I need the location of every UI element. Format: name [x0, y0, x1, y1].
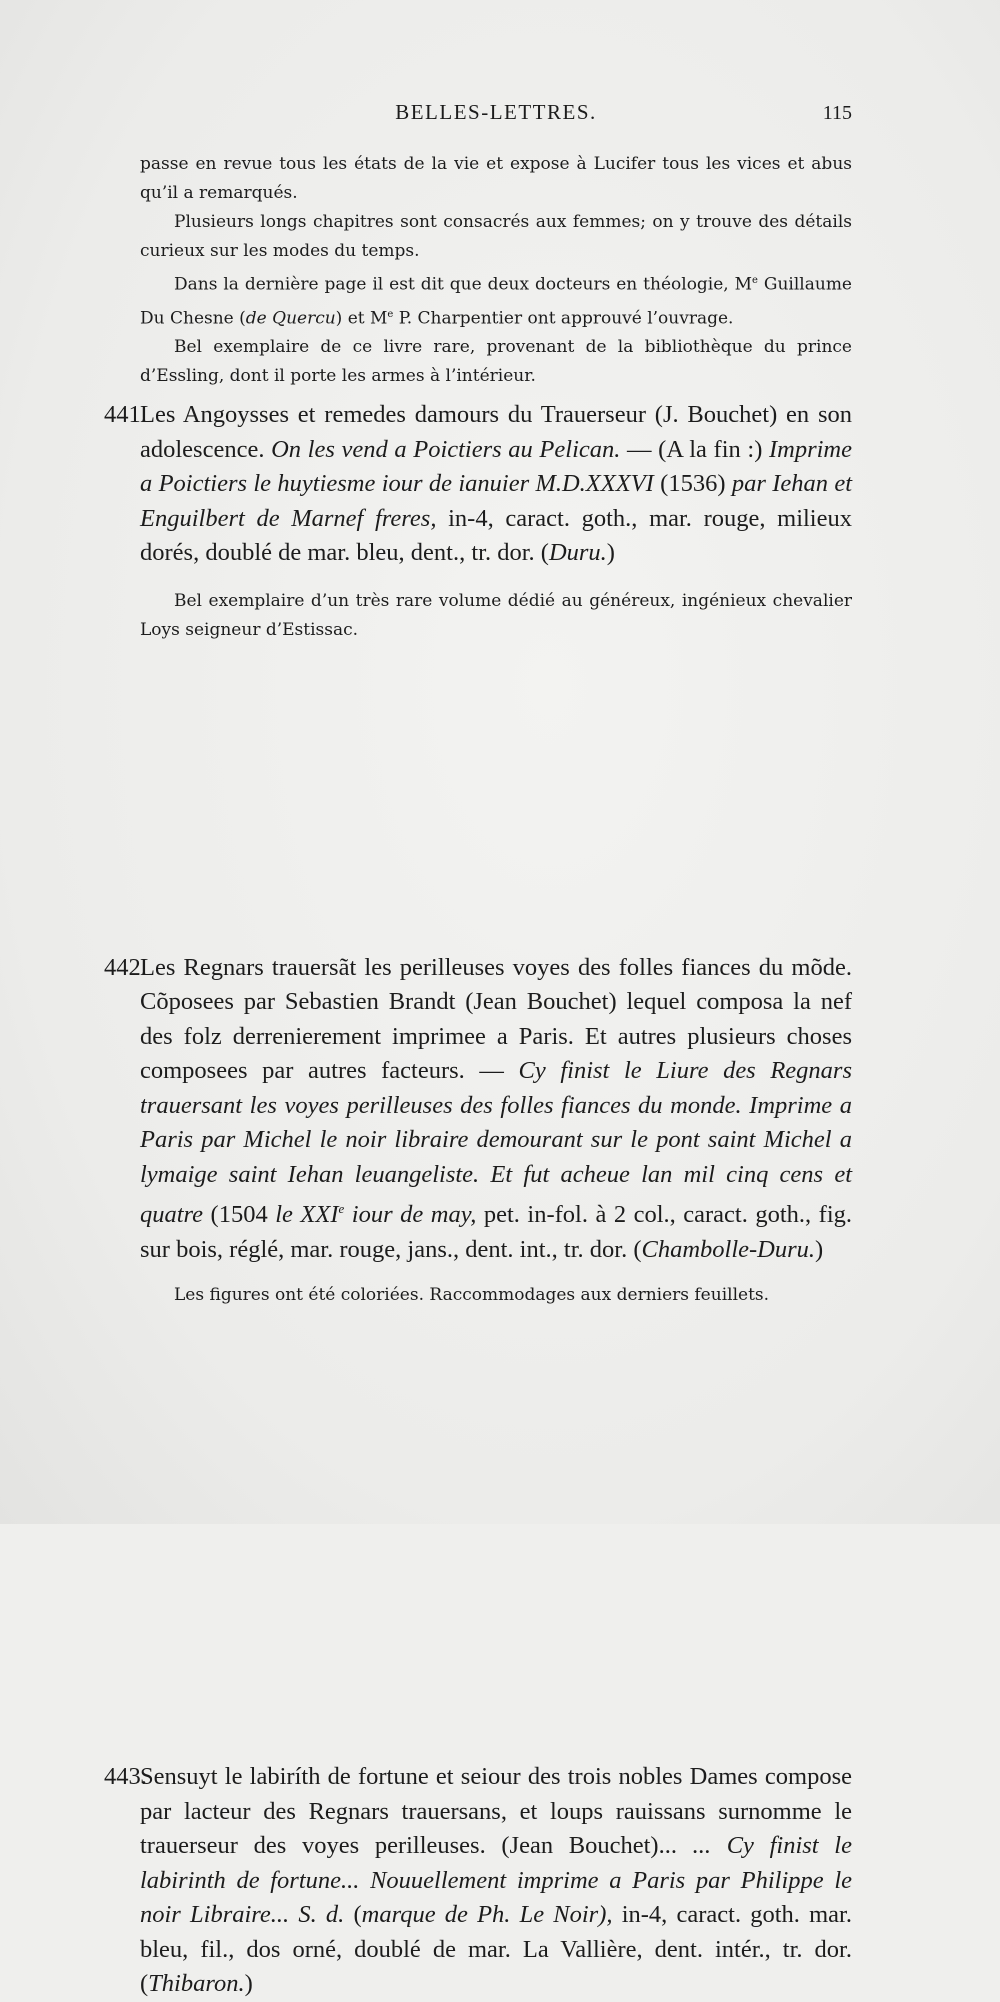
superscript: e — [338, 1201, 345, 1216]
entry-text: Les Regnars trauersãt les perilleuses voyes des folles fiances du mõde. Cõposees par Sebastien Brandt (Jean Bouchet) lequel composa la nef des folz derrenierement imprimee a Paris. Et autres plusieurs choses composees par autres facteurs. — Cy finist le Liure des Regnars trauersant les voyes perilleuses des folles fiances du monde. Imprime a Paris par Michel le noir libraire demourant sur le pont saint Michel a lymaige saint Iehan leuangeliste. Et fut acheue lan mil cinq cens et quatre (1504 le XXIe iour de may, pet. in-fol. à 2 col., caract. goth., fig. sur bois, réglé, mar. rouge, jans., dent. int., tr. dor. (Chambolle-Duru.) — [140, 953, 853, 1263]
entry-number: 443. — [104, 1763, 147, 1791]
entry-text: Les Angoysses et remedes damours du Trauerseur (J. Bouchet) en son adolescence. On les vend a Poictiers au Pelican. — (A la fin :) Imprime a Poictiers le huytiesme iour de ianuier M.D.XXXVI (1536) par Iehan et Enguilbert de Marnef freres, in-4, caract. goth., mar. rouge, milieux dorés, doublé de mar. bleu, dent., tr. dor. (Duru.) — [140, 401, 853, 566]
catalog-entry-441 — [104, 398, 853, 645]
intro-paragraph-3: Dans la dernière page il est dit que deux docteurs en théologie, Me Guillaume Du Chesne (de Quercu) et Me P. Charpentier ont approuvé l’ouvrage. — [140, 274, 852, 329]
catalog-entry-443 — [104, 1760, 852, 2002]
intro-paragraph-4: Bel exemplaire de ce livre rare, provenant de la bibliothèque du prince d’Essling, dont il porte les armes à l’intérieur. — [140, 337, 852, 387]
superscript: e — [752, 275, 758, 286]
entry-number: 441. — [104, 401, 147, 428]
page-header — [140, 100, 852, 130]
intro-section — [140, 150, 852, 391]
entry-text: Sensuyt le labiríth de fortune et seiour des trois nobles Dames compose par lacteur des Regnars trauersans, et loups rauissans surnomme le trauerseur des voyes perilleuses. (Jean Bouchet)... ... Cy finist le labirinth de fortune... Nouuellement imprime a Paris par Philippe le noir Libraire... S. d. (marque de Ph. Le Noir), in-4, caract. goth. mar. bleu, fil., dos orné, doublé de mar. La Vallière, dent. intér., tr. dor. (Thibaron.) — [140, 1763, 852, 1998]
entry-note: Les figures ont été coloriées. Raccommodages aux derniers feuillets. — [174, 1285, 770, 1306]
superscript: e — [387, 308, 394, 320]
page-number: 115 — [822, 102, 852, 124]
entry-note: Bel exemplaire d’un très rare volume dédié au généreux, ingénieux chevalier Loys seigneur d’Estissac. — [140, 590, 852, 640]
entry-number: 442. — [104, 953, 147, 981]
running-title: BELLES-LETTRES. — [395, 100, 597, 124]
intro-paragraph-1: passe en revue tous les états de la vie et expose à Lucifer tous les vices et abus qu’il a remarqués. — [140, 154, 852, 203]
catalog-entry-442 — [104, 951, 853, 1311]
intro-paragraph-2: Plusieurs longs chapitres sont consacrés aux femmes; on y trouve des détails curieux sur les modes du temps. — [140, 212, 852, 261]
